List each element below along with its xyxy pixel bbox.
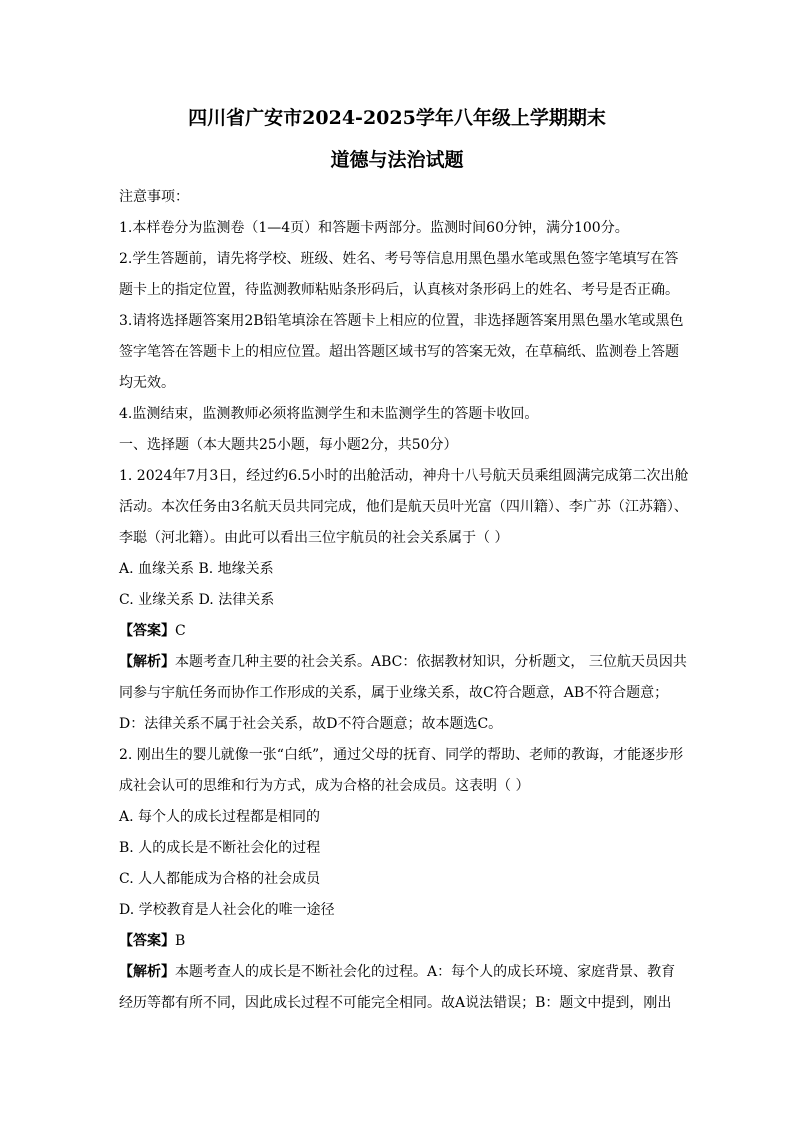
analysis-text: 本题考查几种主要的社会关系。ABC：依据教材知识，分析题文， 三位航天员因共同参与宇航任务而协作工作形成的关系，属于业缘关系，故C符合题意，AB不符合题意；D：法律关系不属于社会关系，故D不符合题意；故本题选C。 [119, 654, 687, 732]
question-2-analysis [119, 957, 689, 1019]
question-2-option-c: C. 人人都能成为合格的社会成员 [119, 871, 321, 887]
question-1-answer [119, 616, 689, 647]
note-item-2: 2.学生答题前，请先将学校、班级、姓名、考号等信息用黑色墨水笔或黑色签字笔填写在答题卡上的指定位置，待监测教师粘贴条形码后，认真核对条形码上的姓名、考号是否正确。 [119, 251, 679, 298]
question-1-analysis [119, 647, 689, 740]
analysis-label: 【解析】 [119, 964, 175, 980]
note-item-3: 3.请将选择题答案用2B铅笔填涂在答题卡上相应的位置，非选择题答案用黑色墨水笔或黑色签字笔答在答题卡上的相应位置。超出答题区域书写的答案无效，在草稿纸、监测卷上答题均无效。 [119, 313, 684, 391]
analysis-label: 【解析】 [119, 654, 175, 670]
question-2-option-d: D. 学校教育是人社会化的唯一途径 [119, 902, 335, 918]
exam-title: 四川省广安市2024-2025学年八年级上学期期末 [188, 107, 606, 129]
question-1-options-cd: C. 业缘关系 D. 法律关系 [119, 592, 275, 608]
question-1-stem: 1. 2024年7月3日，经过约6.5小时的出舱活动，神舟十八号航天员乘组圆满完成第二次出舱活动。本次任务由3名航天员共同完成，他们是航天员叶光富（四川籍）、李广苏（江苏籍）、李聪（河北籍）。由此可以看出三位宇航员的社会关系属于（ ） [119, 468, 689, 546]
answer-label: 【答案】 [119, 933, 175, 949]
note-item-1: 1.本样卷分为监测卷（1—4页）和答题卡两部分。监测时间60分钟，满分100分。 [119, 220, 629, 236]
question-2-answer [119, 926, 689, 957]
answer-label: 【答案】 [119, 623, 175, 639]
question-2-option-b: B. 人的成长是不断社会化的过程 [119, 840, 321, 856]
section-heading: 一、选择题（本大题共25小题，每小题2分，共50分） [119, 437, 458, 453]
question-1-options-ab: A. 血缘关系 B. 地缘关系 [119, 561, 274, 577]
exam-content [119, 182, 689, 1019]
question-2-stem: 2. 刚出生的婴儿就像一张“白纸”，通过父母的抚育、同学的帮助、老师的教诲，才能逐步形成社会认可的思维和行为方式，成为合格的社会成员。这表明（ ） [119, 747, 684, 794]
analysis-text: 本题考查人的成长是不断社会化的过程。A：每个人的成长环境、家庭背景、教育经历等都有所不同，因此成长过程不可能完全相同。故A说法错误；B：题文中提到，刚出 [119, 964, 676, 1011]
notes-heading: 注意事项： [119, 189, 189, 205]
answer-value: B [175, 933, 186, 949]
note-item-4: 4.监测结束，监测教师必须将监测学生和未监测学生的答题卡收回。 [119, 406, 539, 422]
answer-value: C [175, 623, 186, 639]
question-2-option-a: A. 每个人的成长过程都是相同的 [119, 809, 321, 825]
exam-subtitle: 道德与法治试题 [330, 149, 464, 171]
